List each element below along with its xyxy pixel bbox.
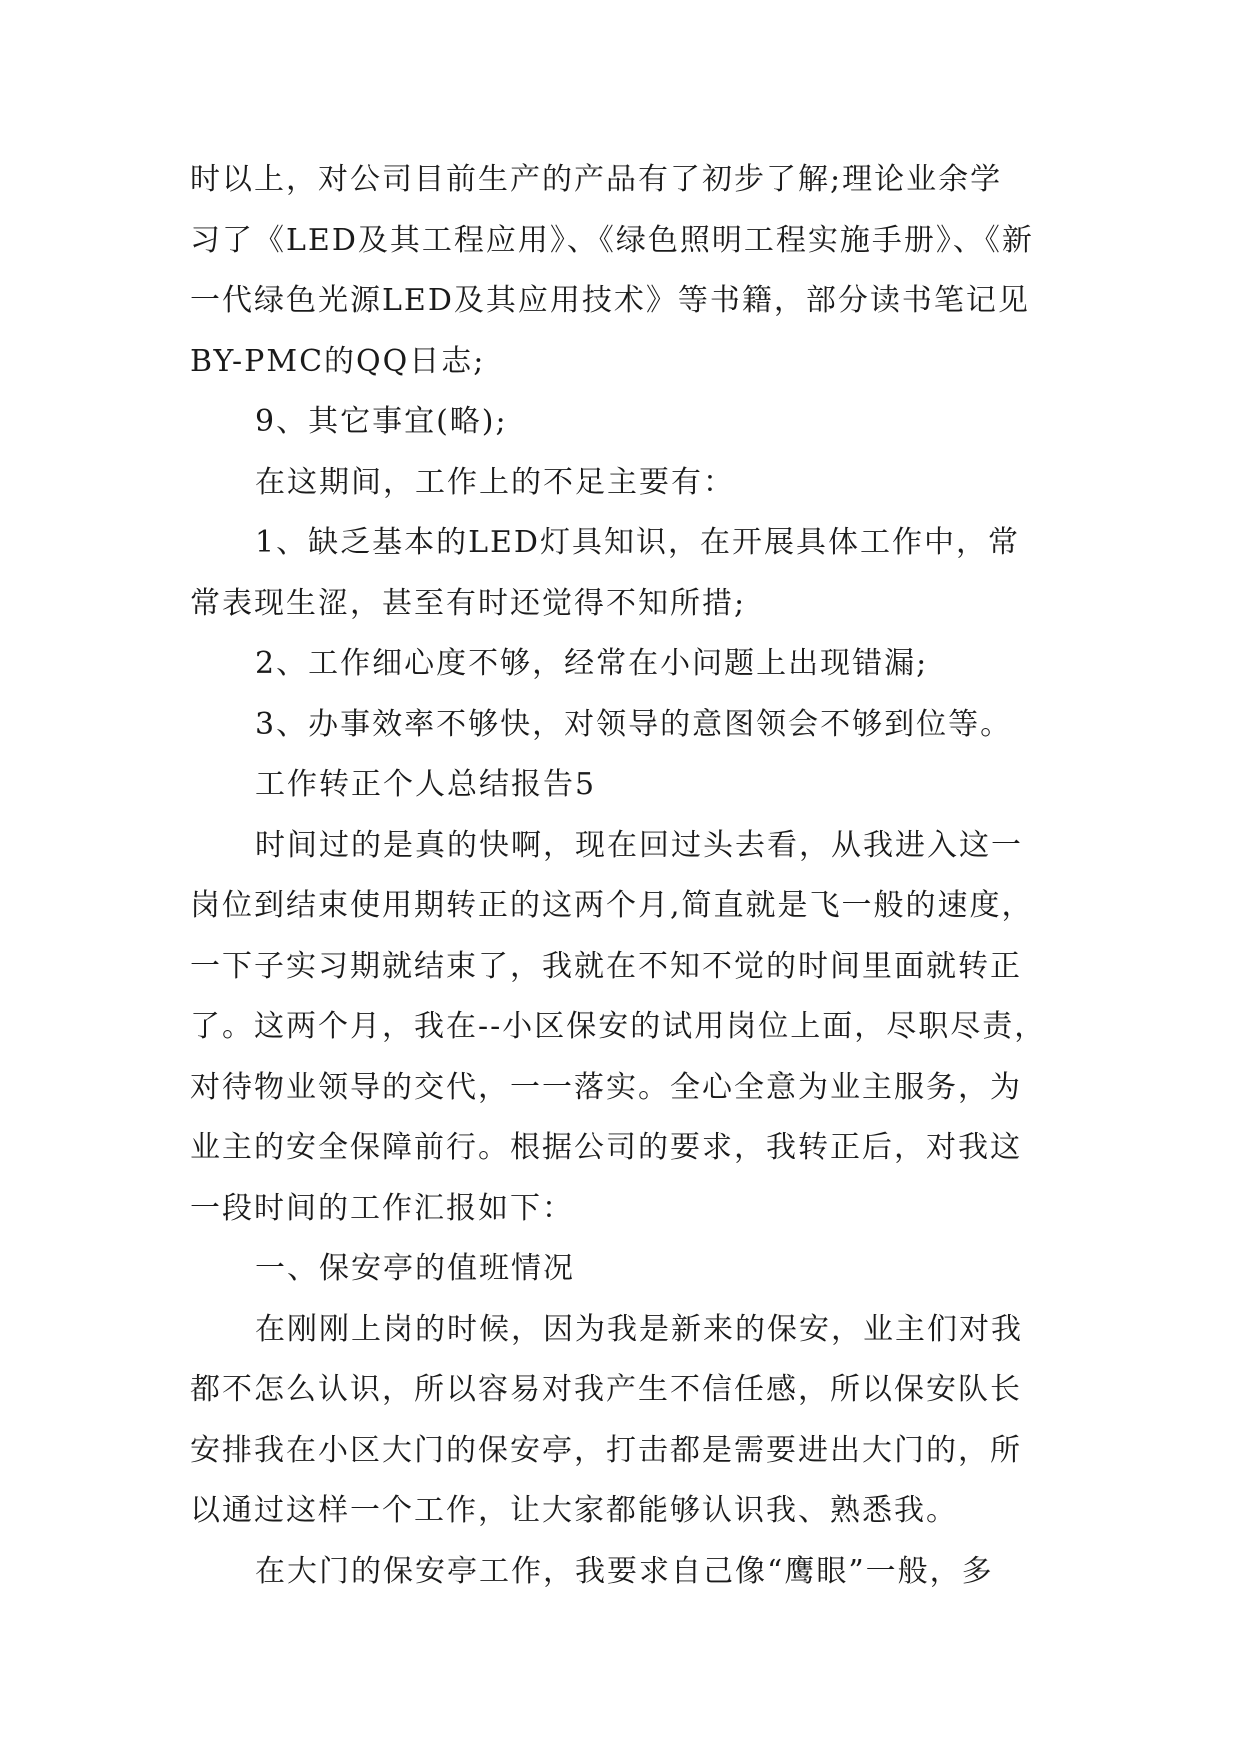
text-line: 常表现生涩，甚至有时还觉得不知所措;	[190, 585, 747, 621]
text-line: 岗位到结束使用期转正的这两个月,简直就是飞一般的速度，	[190, 888, 1034, 923]
text-line: 时间过的是真的快啊，现在回过头去看，从我进入这一	[255, 827, 1023, 863]
text-line: 以通过这样一个工作，让大家都能够认识我、熟悉我。	[190, 1493, 958, 1528]
text-line: 在这期间，工作上的不足主要有：	[255, 464, 735, 500]
text-line: 2、工作细心度不够，经常在小问题上出现错漏;	[255, 646, 929, 681]
text-line: 一段时间的工作汇报如下：	[190, 1190, 574, 1226]
text-line: 业主的安全保障前行。根据公司的要求，我转正后，对我这	[190, 1130, 1022, 1165]
subsection-heading: 一、保安亭的值班情况	[255, 1251, 575, 1286]
text-line: BY-PMC的QQ日志;	[190, 343, 486, 379]
text-line: 在刚刚上岗的时候，因为我是新来的保安，业主们对我	[255, 1311, 1023, 1347]
text-line: 时以上，对公司目前生产的产品有了初步了解;理论业余学	[190, 162, 1003, 197]
text-line: 3、办事效率不够快，对领导的意图领会不够到位等。	[255, 706, 1013, 742]
text-line: 对待物业领导的交代，一一落实。全心全意为业主服务，为	[190, 1069, 1022, 1105]
text-line: 一代绿色光源LED及其应用技术》等书籍，部分读书笔记见	[190, 283, 1030, 318]
text-line: 了。这两个月，我在--小区保安的试用岗位上面，尽职尽责，	[190, 1009, 1047, 1044]
section-heading: 工作转正个人总结报告5	[255, 767, 597, 802]
text-line: 都不怎么认识，所以容易对我产生不信任感，所以保安队长	[190, 1372, 1022, 1407]
text-line: 1、缺乏基本的LED灯具知识，在开展具体工作中，常	[255, 525, 1020, 560]
text-line: 习了《LED及其工程应用》、《绿色照明工程实施手册》、《新	[190, 222, 1034, 258]
text-line: 一下子实习期就结束了，我就在不知不觉的时间里面就转正	[190, 948, 1022, 984]
text-line: 安排我在小区大门的保安亭，打击都是需要进出大门的，所	[190, 1432, 1022, 1468]
text-line: 在大门的保安亭工作，我要求自己像“鹰眼”一般，多	[255, 1553, 994, 1589]
document-body	[190, 150, 1050, 1602]
text-line: 9、其它事宜(略);	[255, 404, 508, 439]
